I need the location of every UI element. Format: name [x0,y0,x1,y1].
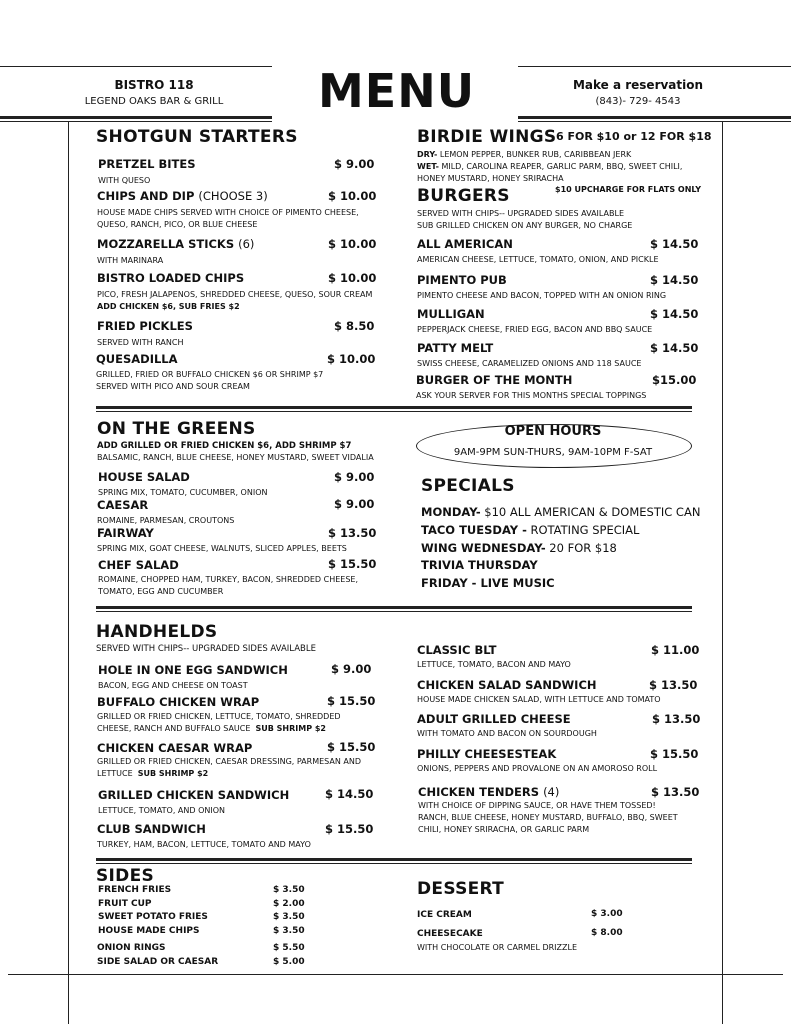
item-desc: ASK YOUR SERVER FOR THIS MONTHS SPECIAL TOPPINGS [416,391,647,400]
item-desc: ONIONS, PEPPERS AND PROVALONE ON AN AMOROSO ROLL [417,764,658,773]
item-name: GRILLED CHICKEN SANDWICH [98,788,290,802]
special-item [421,523,639,537]
greens-dressings: BALSAMIC, RANCH, BLUE CHEESE, HONEY MUSTARD, SWEET VIDALIA [97,453,374,462]
hours-text: 9AM-9PM SUN-THURS, 9AM-10PM F-SAT [453,447,653,458]
item-desc-text: GRILLED OR FRIED CHICKEN, LETTUCE, TOMATO, SHREDDED CHEESE, RANCH AND BUFFALO SAUCE [97,712,341,733]
item-name-note: (6) [238,237,255,251]
wings-wet-flavors: MILD, CAROLINA REAPER, GARLIC PARM, BBQ, SWEET CHILI, HONEY MUSTARD, HONEY SRIRACHA [417,162,683,183]
side-name: FRUIT CUP [98,899,152,909]
item-desc: LETTUCE, TOMATO, AND ONION [98,806,226,815]
side-price: $ 3.50 [273,912,305,922]
section-title-burgers: BURGERS [417,186,510,206]
item-desc: HOUSE MADE CHIPS SERVED WITH CHOICE OF PIMENTO CHEESE, QUESO, RANCH, PICO, OR BLUE CHEESE [97,208,359,229]
reservation-label[interactable]: Make a reservation [572,78,704,92]
hours-title: OPEN HOURS [504,424,602,439]
item-addon: SUB SHRIMP $2 [255,724,326,733]
item-price: $ 9.00 [334,497,375,511]
item-name: FRIED PICKLES [97,319,193,333]
item-name-text: CHICKEN TENDERS [418,785,540,799]
side-name: SWEET POTATO FRIES [98,912,208,922]
item-desc: WITH MARINARA [97,256,164,265]
item-name: PHILLY CHEESESTEAK [417,747,557,761]
dessert-name: CHEESECAKE [417,929,483,939]
item-name: PRETZEL BITES [98,157,196,171]
item-price: $ 13.50 [649,678,698,692]
item-name: BUFFALO CHICKEN WRAP [97,695,260,709]
item-desc: PICO, FRESH JALAPENOS, SHREDDED CHEESE, QUESO, SOUR CREAM [97,290,373,299]
item-addon: ADD CHICKEN $6, SUB FRIES $2 [97,302,240,311]
item-desc: ROMAINE, PARMESAN, CROUTONS [97,516,235,525]
wings-deal: 6 FOR $10 or 12 FOR $18 [556,130,712,143]
item-price: $ 9.00 [331,662,372,676]
side-price: $ 5.50 [273,943,305,953]
item-desc: SPRING MIX, TOMATO, CUCUMBER, ONION [98,488,268,497]
item-name-text: MOZZARELLA STICKS [97,237,235,251]
side-name: SIDE SALAD OR CAESAR [97,957,219,967]
item-name: CHICKEN SALAD SANDWICH [417,678,597,692]
item-name-text: CHIPS AND DIP [97,189,195,203]
special-item [421,576,555,590]
item-desc: HOUSE MADE CHICKEN SALAD, WITH LETTUCE AND TOMATO [417,695,661,704]
special-day: FRIDAY - LIVE MUSIC [421,576,555,590]
item-name: CLASSIC BLT [417,643,497,657]
item-name-note: (CHOOSE 3) [198,189,268,203]
item-price: $ 13.50 [651,785,700,799]
special-day: TRIVIA THURSDAY [421,558,538,572]
wings-dry-flavors: LEMON PEPPER, BUNKER RUB, CARIBBEAN JERK [439,150,632,159]
item-price: $ 14.50 [650,237,699,251]
special-detail: ROTATING SPECIAL [526,523,640,537]
divider-2 [96,606,692,609]
item-price: $ 15.50 [325,822,374,836]
item-name: PIMENTO PUB [417,273,507,287]
special-item [421,505,700,519]
section-title-sides: SIDES [96,866,155,886]
header-underline-right [518,116,791,119]
item-price: $ 11.00 [651,643,700,657]
dessert-desc: WITH CHOCOLATE OR CARMEL DRIZZLE [417,943,577,952]
item-name: CHEF SALAD [98,558,179,572]
item-name: ALL AMERICAN [417,237,513,251]
special-day: WING WEDNESDAY- [421,541,546,555]
item-desc: AMERICAN CHEESE, LETTUCE, TOMATO, ONION, AND PICKLE [417,255,659,264]
wings-dry-label: DRY- [417,150,438,159]
item-desc [97,711,352,735]
header-rule-right [518,66,791,67]
item-price: $ 9.00 [334,157,375,171]
item-price: $ 14.50 [650,341,699,355]
dessert-price: $ 3.00 [591,909,623,919]
phone-number[interactable]: (843)- 729- 4543 [595,96,681,107]
item-desc: PEPPERJACK CHEESE, FRIED EGG, BACON AND BBQ SAUCE [417,325,653,334]
special-detail: $10 ALL AMERICAN & DOMESTIC CAN [480,505,701,519]
item-price: $ 14.50 [650,273,699,287]
section-title-greens: ON THE GREENS [97,419,256,439]
item-desc: GRILLED, FRIED OR BUFFALO CHICKEN $6 OR SHRIMP $7 SERVED WITH PICO AND SOUR CREAM [96,370,324,391]
header-rule-left [0,66,272,67]
divider-2-thin [96,611,692,612]
burgers-note-1: SERVED WITH CHIPS-- UPGRADED SIDES AVAILABLE [417,209,625,218]
item-name [418,785,559,799]
item-desc: WITH TOMATO AND BACON ON SOURDOUGH [417,729,597,738]
page-title: MENU [318,64,476,118]
divider-3-thin [96,863,692,864]
divider-3 [96,858,692,861]
item-name [97,189,268,203]
side-price: $ 5.00 [273,957,305,967]
divider-1-thin [96,411,692,412]
section-title-starters: SHOTGUN STARTERS [96,127,298,147]
divider-1 [96,406,692,409]
item-desc: ROMAINE, CHOPPED HAM, TURKEY, BACON, SHREDDED CHEESE, TOMATO, EGG AND CUCUMBER [98,575,359,596]
left-border [68,122,69,1024]
side-price: $ 3.50 [273,926,305,936]
wings-wet [417,161,689,185]
brand-subtitle: LEGEND OAKS BAR & GRILL [84,96,224,107]
header-underline-left-thin [0,121,272,122]
item-price: $ 15.50 [650,747,699,761]
special-day: MONDAY- [421,505,481,519]
item-name: HOLE IN ONE EGG SANDWICH [98,663,288,677]
item-desc-text: GRILLED OR FRIED CHICKEN, CAESAR DRESSING, PARMESAN AND LETTUCE [97,757,361,778]
item-name: FAIRWAY [97,526,154,540]
item-name: BISTRO LOADED CHIPS [97,271,245,285]
item-desc: SWISS CHEESE, CARAMELIZED ONIONS AND 118 SAUCE [417,359,642,368]
section-title-handhelds: HANDHELDS [96,622,218,642]
item-name: ADULT GRILLED CHEESE [417,712,571,726]
header-underline-left [0,116,272,119]
handhelds-note: SERVED WITH CHIPS-- UPGRADED SIDES AVAILABLE [96,644,316,654]
side-price: $ 2.00 [273,899,305,909]
item-price: $ 14.50 [650,307,699,321]
dessert-name: ICE CREAM [417,910,472,920]
item-price: $ 8.50 [334,319,375,333]
header-underline-right-thin [518,121,791,122]
right-border [722,122,723,1024]
special-item [421,558,538,572]
greens-addon: ADD GRILLED OR FRIED CHICKEN $6, ADD SHRIMP $7 [97,441,352,451]
item-addon: SUB SHRIMP $2 [137,769,209,778]
side-price: $ 3.50 [273,885,305,895]
item-price: $15.00 [652,373,697,387]
item-price: $ 10.00 [327,352,376,366]
item-price: $ 10.00 [328,237,377,251]
item-desc: WITH QUESO [98,176,151,185]
item-price: $ 13.50 [652,712,701,726]
item-desc: LETTUCE, TOMATO, BACON AND MAYO [417,660,571,669]
burgers-note-2: SUB GRILLED CHICKEN ON ANY BURGER, NO CHARGE [417,221,633,230]
item-price: $ 9.00 [334,470,375,484]
wings-wet-label: WET- [417,162,439,171]
section-title-specials: SPECIALS [421,476,515,496]
item-price: $ 10.00 [328,271,377,285]
item-price: $ 10.00 [328,189,377,203]
item-name: BURGER OF THE MONTH [416,373,573,387]
item-name: QUESADILLA [96,352,178,366]
item-name: MULLIGAN [417,307,485,321]
item-price: $ 15.50 [327,694,376,708]
side-name: ONION RINGS [97,943,166,953]
item-desc [97,756,367,780]
item-price: $ 14.50 [325,787,374,801]
item-name: CLUB SANDWICH [97,822,206,836]
item-desc: WITH CHOICE OF DIPPING SAUCE, OR HAVE THEM TOSSED! RANCH, BLUE CHEESE, HONEY MUSTARD, BUFFALO, BBQ, SWEET CHILI, HONEY SRIRACHA, OR GARLIC PARM [418,801,678,834]
special-day: TACO TUESDAY - [421,523,527,537]
special-detail: 20 FOR $18 [545,541,617,555]
item-price: $ 15.50 [328,557,377,571]
side-name: FRENCH FRIES [98,885,172,895]
footer-rule [8,974,783,975]
side-name: HOUSE MADE CHIPS [98,926,200,936]
item-price: $ 13.50 [328,526,377,540]
section-title-dessert: DESSERT [417,879,505,899]
item-desc: SERVED WITH RANCH [97,338,184,347]
item-price: $ 15.50 [327,740,376,754]
item-desc: PIMENTO CHEESE AND BACON, TOPPED WITH AN ONION RING [417,291,667,300]
wings-dry [417,149,631,161]
item-name: HOUSE SALAD [98,470,190,484]
special-item [421,541,617,555]
item-name [97,237,254,251]
dessert-price: $ 8.00 [591,928,623,938]
item-desc: TURKEY, HAM, BACON, LETTUCE, TOMATO AND MAYO [97,840,311,849]
item-desc: SPRING MIX, GOAT CHEESE, WALNUTS, SLICED APPLES, BEETS [97,544,347,553]
item-name: PATTY MELT [417,341,494,355]
item-name: CAESAR [97,498,149,512]
brand-name: BISTRO 118 [114,78,194,92]
item-name: CHICKEN CAESAR WRAP [97,741,253,755]
section-title-wings: BIRDIE WINGS [417,127,557,147]
wings-flats-note: $10 UPCHARGE FOR FLATS ONLY [555,185,702,194]
item-desc: BACON, EGG AND CHEESE ON TOAST [98,681,248,690]
item-name-note: (4) [543,785,560,799]
